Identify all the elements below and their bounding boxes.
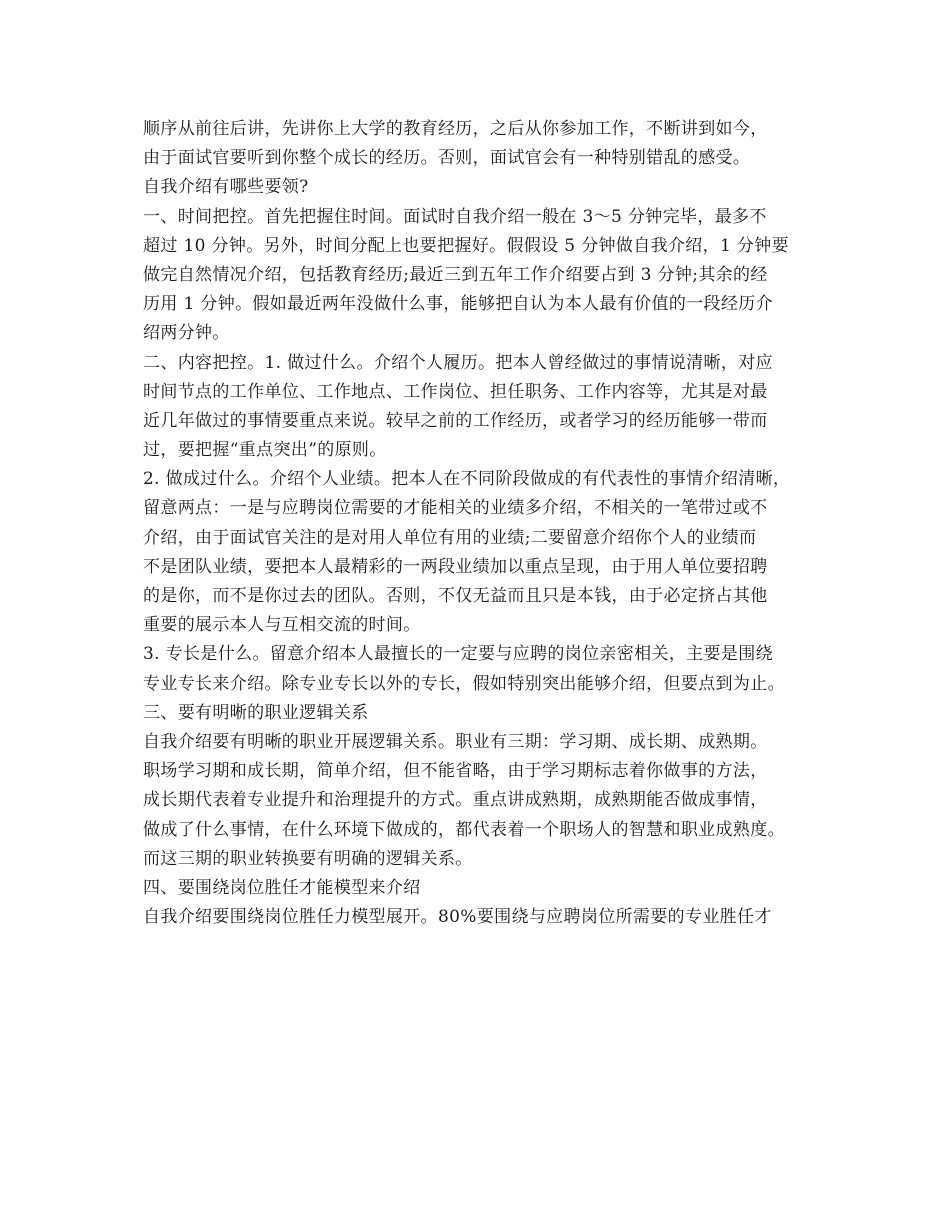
- text-line: 顺序从前往后讲，先讲你上大学的教育经历，之后从你参加工作，不断讲到如今，: [143, 119, 768, 139]
- text-line: 历用 1 分钟。假如最近两年没做什么事，能够把自认为本人最有价值的一段经历介: [143, 294, 773, 315]
- document-body: [143, 115, 823, 932]
- text-line: 专业专长来介绍。除专业专长以外的专长，假如特别突出能够介绍，但要点到为止。: [143, 673, 785, 694]
- section-heading: 自我介绍有哪些要领?: [143, 177, 309, 198]
- text-line: 职场学习期和成长期，简单介绍，但不能省略，由于学习期标志着你做事的方法，: [143, 761, 768, 782]
- text-line: 近几年做过的事情要重点来说。较早之前的工作经历，或者学习的经历能够一带而: [143, 410, 768, 431]
- text-line: 超过 10 分钟。另外，时间分配上也要把握好。假假设 5 分钟做自我介绍，1 分钟要: [143, 235, 789, 256]
- text-line: 的是你，而不是你过去的团队。否则，不仅无益而且只是本钱，由于必定挤占其他: [143, 586, 768, 606]
- text-line: 不是团队业绩，要把本人最精彩的一两段业绩加以重点呈现，由于用人单位要招聘: [143, 556, 768, 577]
- text-line: 做完自然情况介绍，包括教育经历;最近三到五年工作介绍要占到 3 分钟;其余的经: [143, 264, 768, 285]
- text-line: 过，要把握“重点突出”的原则。: [143, 440, 387, 461]
- text-line: 做成了什么事情，在什么环境下做成的，都代表着一个职场人的智慧和职业成熟度。: [143, 819, 785, 840]
- text-line: 留意两点：一是与应聘岗位需要的才能相关的业绩多介绍，不相关的一笔带过或不: [143, 498, 768, 519]
- text-line: 介绍，由于面试官关注的是对用人单位有用的业绩;二要留意介绍你个人的业绩而: [143, 527, 757, 548]
- text-line: 3. 专长是什么。留意介绍本人最擅长的一定要与应聘的岗位亲密相关，主要是围绕: [143, 644, 773, 665]
- text-line: 自我介绍要有明晰的职业开展逻辑关系。职业有三期：学习期、成长期、成熟期。: [143, 731, 768, 752]
- section-heading: 四、要围绕岗位胜任才能模型来介绍: [143, 877, 421, 898]
- text-line: 时间节点的工作单位、工作地点、工作岗位、担任职务、工作内容等，尤其是对最: [143, 381, 768, 402]
- text-line: 绍两分钟。: [143, 323, 230, 344]
- text-line: 一、时间把控。首先把握住时间。面试时自我介绍一般在 3～5 分钟完毕，最多不: [143, 206, 767, 227]
- text-line: 成长期代表着专业提升和治理提升的方式。重点讲成熟期，成熟期能否做成事情，: [143, 790, 768, 811]
- text-line: 二、内容把控。1. 做过什么。介绍个人履历。把本人曾经做过的事情说清晰，对应: [143, 352, 773, 373]
- text-line: 2. 做成过什么。介绍个人业绩。把本人在不同阶段做成的有代表性的事情介绍清晰，: [143, 469, 791, 490]
- text-line: 由于面试官要听到你整个成长的经历。否则，面试官会有一种特别错乱的感受。: [143, 148, 751, 169]
- text-line: 重要的展示本人与互相交流的时间。: [143, 615, 421, 636]
- section-heading: 三、要有明晰的职业逻辑关系: [143, 702, 369, 723]
- text-line: 自我介绍要围绕岗位胜任力模型展开。80%要围绕与应聘岗位所需要的专业胜任才: [143, 907, 772, 928]
- text-line: 而这三期的职业转换要有明确的逻辑关系。: [143, 848, 473, 869]
